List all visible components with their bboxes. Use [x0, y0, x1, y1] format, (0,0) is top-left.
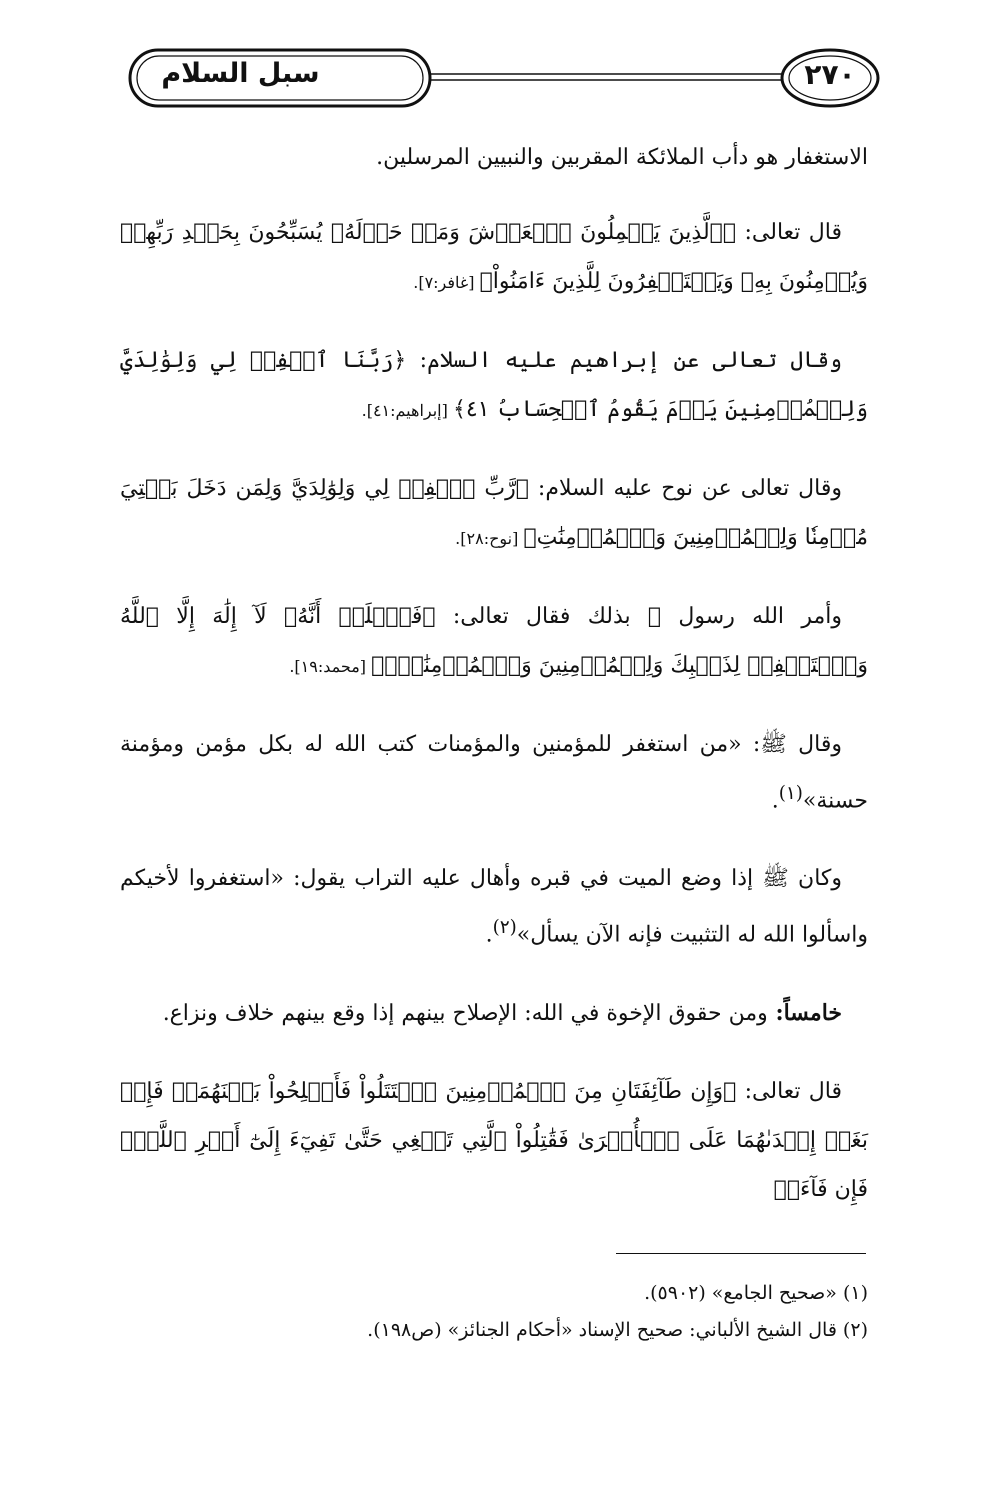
- footnote-marker: (٢): [492, 917, 517, 939]
- paragraph-lead: قال تعالى:: [736, 220, 842, 245]
- page-number: ٢٧٠: [804, 58, 856, 91]
- quran-verse: ﴿وَإِن طَآئِفَتَانِ مِنَ ٱلۡمُؤۡمِنِينَ ٱقۡتَتَلُواْ فَأَصۡلِحُواْ بَيۡنَهُمَاۖ فَإِنۢ بَغَتۡ إِحۡدَىٰهُمَا عَلَى ٱلۡأُخۡرَىٰ فَقَٰتِلُواْ ٱلَّتِي تَبۡغِي حَتَّىٰ تَفِيٓءَ إِلَىٰٓ أَمۡرِ ٱللَّهِۚ فَإِن فَآءَتۡ: [120, 1078, 868, 1202]
- paragraph-1: [120, 133, 868, 182]
- running-title: سبل السلام: [161, 58, 320, 89]
- main-text: [120, 133, 868, 1243]
- paragraph-2: [120, 208, 868, 307]
- paragraph-tail: .: [771, 788, 779, 814]
- paragraph-5: [120, 592, 868, 691]
- footnote-marker: (١): [778, 783, 803, 804]
- paragraph-tail: .: [485, 922, 493, 948]
- paragraph-lead: وأمر الله رسول ﷺ بذلك فقال تعالى:: [435, 604, 842, 629]
- footnote-2: (٢) قال الشيخ الألباني: صحيح الإسناد «أحكام الجنائز» (ص١٩٨).: [367, 1319, 868, 1341]
- verse-reference: [غافر:٧].: [413, 273, 480, 292]
- quran-verse: ﴿فَٱعۡلَمۡ أَنَّهُۥ لَآ إِلَٰهَ إِلَّا ٱللَّهُ وَٱسۡتَغۡفِرۡ لِذَنۢبِكَ وَلِلۡمُؤۡمِنِينَ وَٱلۡمُؤۡمِنَٰتِۗ﴾: [120, 604, 868, 678]
- quran-verse: ﴿ٱلَّذِينَ يَحۡمِلُونَ ٱلۡعَرۡشَ وَمَنۡ حَوۡلَهُۥ يُسَبِّحُونَ بِحَمۡدِ رَبِّهِمۡ وَيُؤۡمِنُونَ بِهِۦ وَيَسۡتَغۡفِرُونَ لِلَّذِينَ ءَامَنُواْ﴾: [120, 220, 868, 294]
- paragraph-text: وقال ﷺ: «من استغفر للمؤمنين والمؤمنات كتب الله له بكل مؤمن ومؤمنة حسنة»: [120, 732, 868, 814]
- paragraph-6: [120, 720, 868, 825]
- paragraph-4: [120, 464, 868, 563]
- section-lead: خامساً:: [767, 999, 842, 1026]
- paragraph-9: [120, 1067, 868, 1214]
- footnote-divider: [616, 1253, 866, 1254]
- paragraph-text: الاستغفار هو دأب الملائكة المقربين والنبيين المرسلين.: [376, 145, 868, 170]
- paragraph-lead: وقال تعالى عن نوح عليه السلام:: [528, 476, 842, 501]
- paragraph-lead: قال تعالى:: [736, 1078, 842, 1104]
- quran-verse: ﴿رَّبِّ ٱغۡفِرۡ لِي وَلِوَٰلِدَيَّ وَلِمَن دَخَلَ بَيۡتِيَ مُؤۡمِنٗا وَلِلۡمُؤۡمِنِينَ وَٱلۡمُؤۡمِنَٰتِ﴾: [120, 476, 868, 550]
- quran-verse: ﴿رَبَّنَا ٱغۡفِرۡ لِي وَلِوَٰلِدَيَّ وَلِلۡمُؤۡمِنِينَ يَوۡمَ يَقُومُ ٱلۡحِسَابُ ٤١﴾: [120, 348, 868, 422]
- paragraph-7: [120, 854, 868, 959]
- paragraph-text: وكان ﷺ إذا وضع الميت في قبره وأهال عليه التراب يقول: «استغفروا لأخيكم واسألوا الله له التثبيت فإنه الآن يسأل»: [120, 866, 868, 948]
- footnote-1: (١) «صحيح الجامع» (٥٩٠٢).: [644, 1282, 868, 1304]
- footnotes: [120, 1275, 868, 1349]
- paragraph-lead: وقال تعالى عن إبراهيم عليه السلام:: [406, 348, 842, 373]
- verse-reference: [محمد:١٩].: [289, 657, 372, 676]
- verse-reference: [نوح:٢٨].: [455, 529, 524, 548]
- paragraph-3: [120, 336, 868, 435]
- paragraph-text: ومن حقوق الإخوة في الله: الإصلاح بينهم إذا وقع بينهم خلاف ونزاع.: [162, 1000, 768, 1026]
- paragraph-8: [120, 989, 868, 1038]
- verse-reference: [إبراهيم:٤١].: [361, 401, 453, 420]
